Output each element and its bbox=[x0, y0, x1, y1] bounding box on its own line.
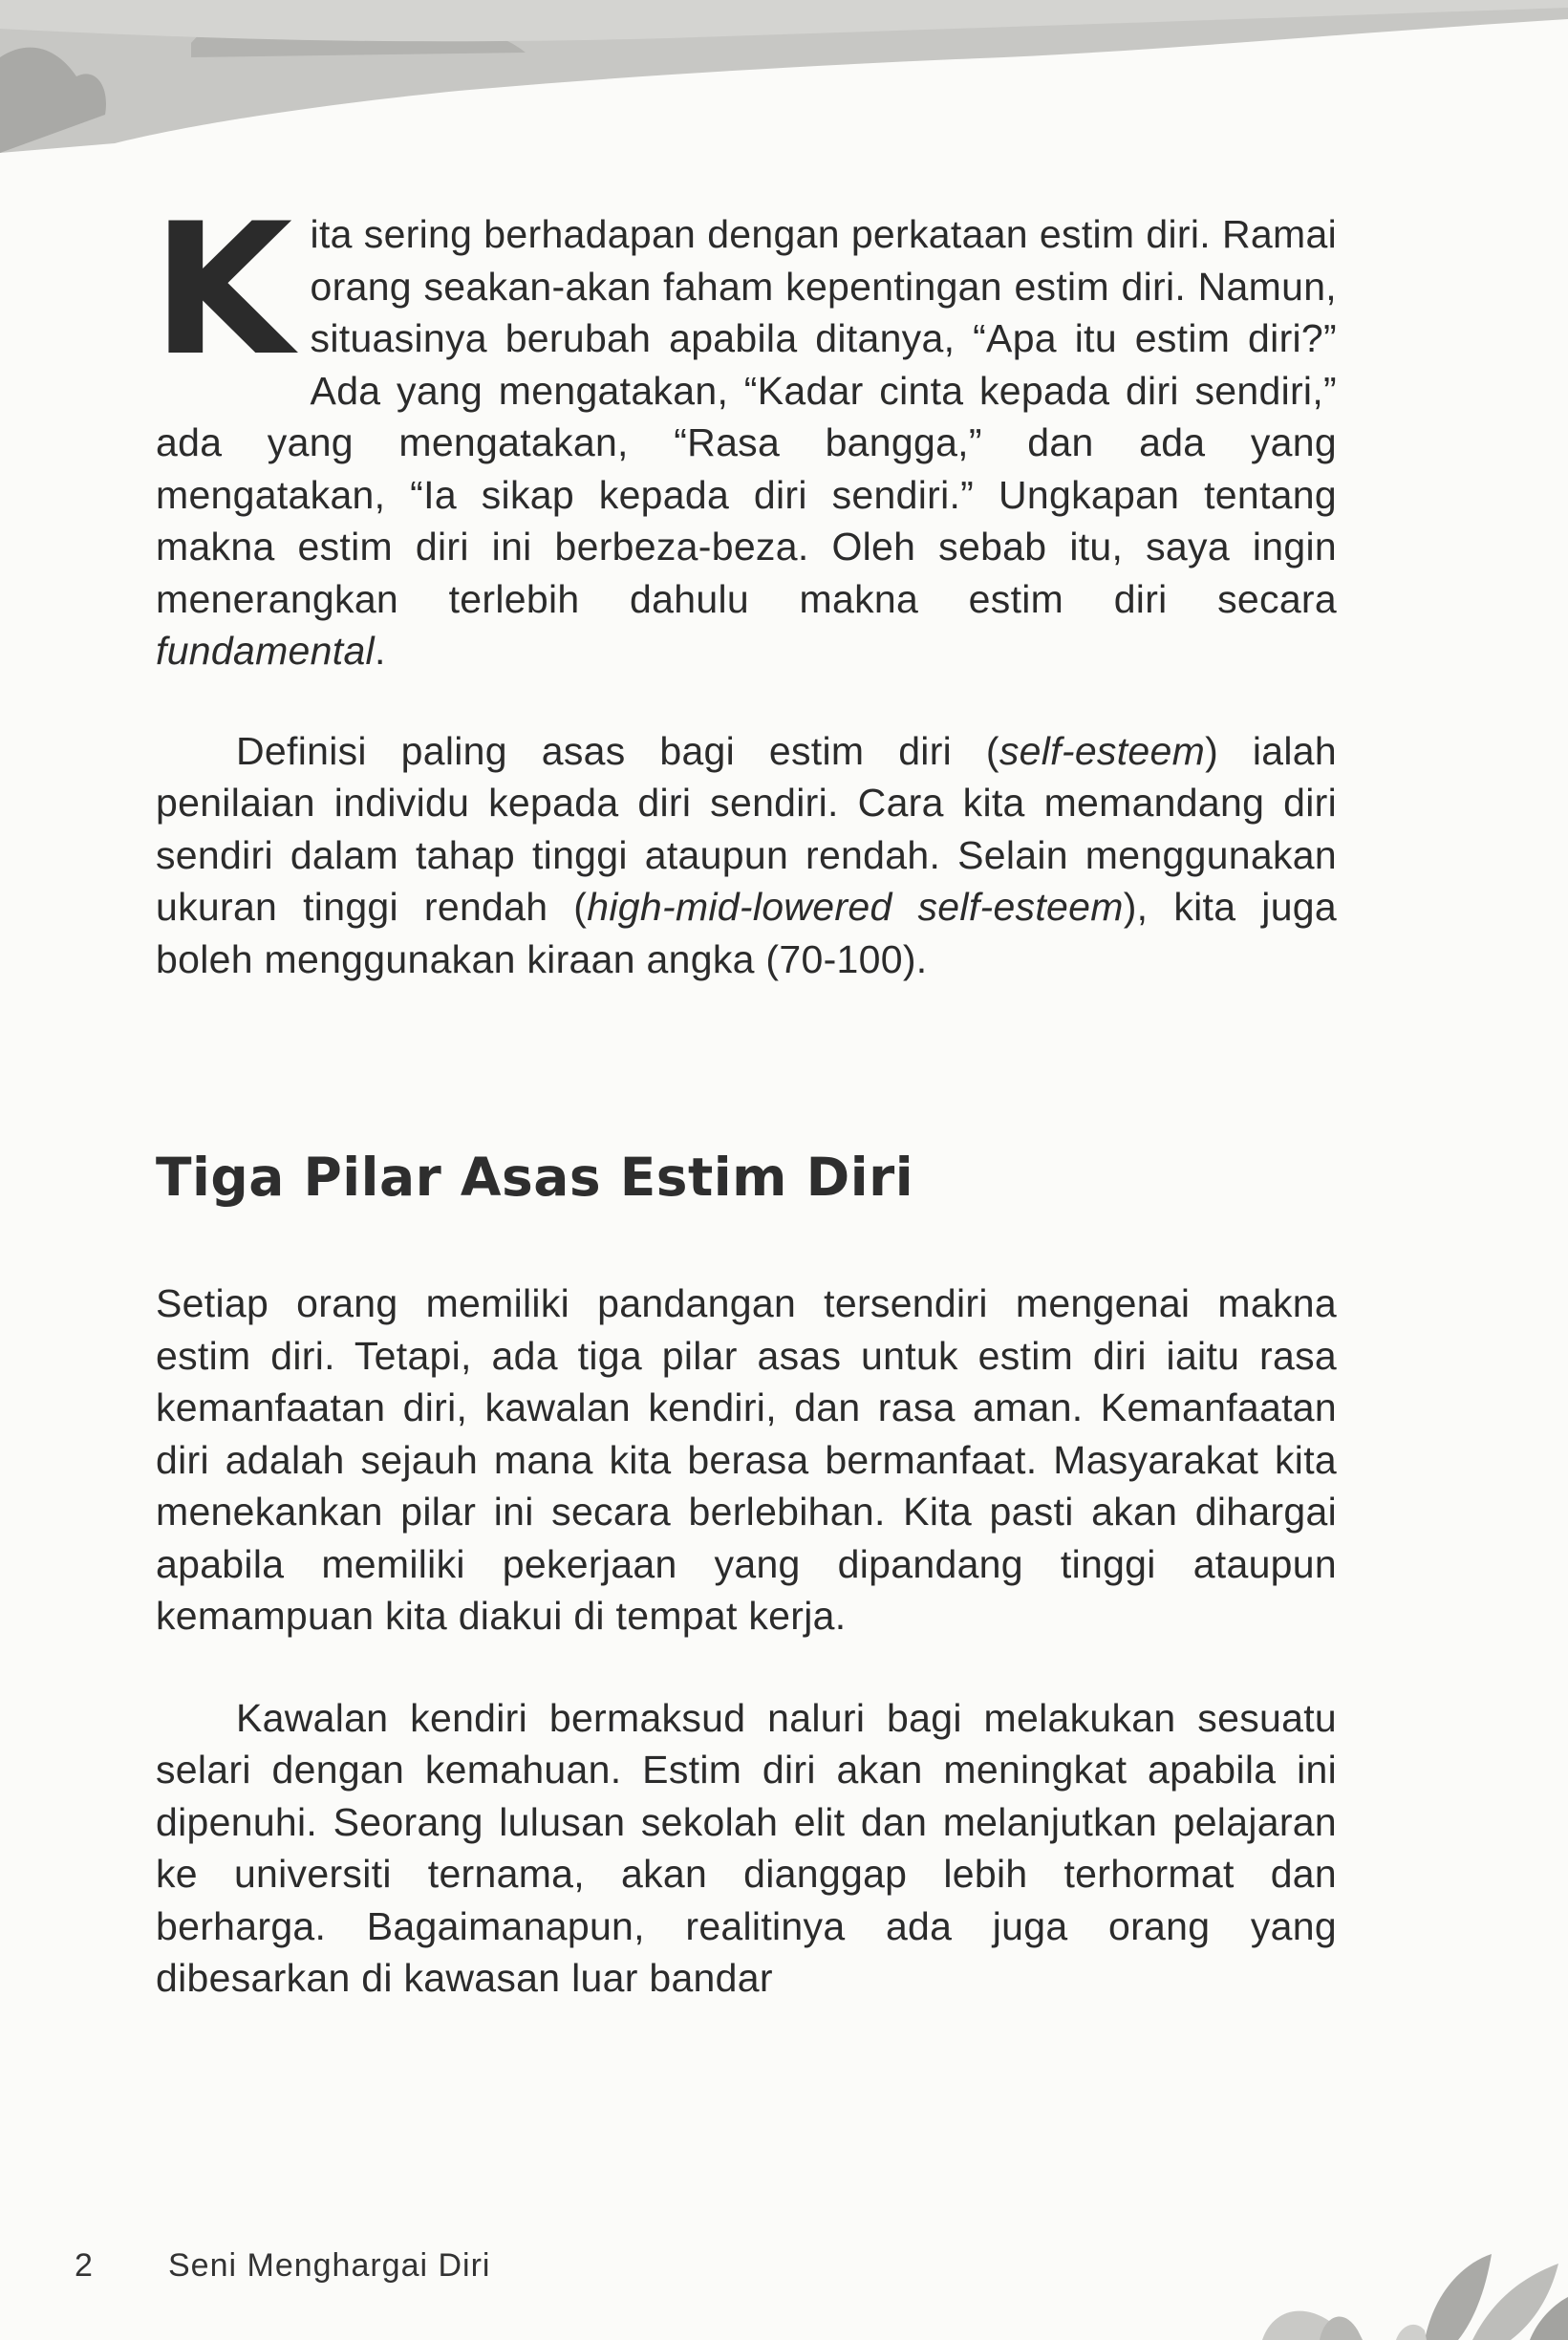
definition-part-a: Definisi paling asas bagi estim diri ( bbox=[236, 728, 999, 773]
definition-italic-1: self-esteem bbox=[999, 728, 1206, 773]
paragraph-intro bbox=[152, 184, 1337, 677]
intro-text: ita sering berhadapan dengan perkataan estim diri. Ramai orang seakan-akan faham kepentingan estim diri. Namun, situasinya berubah apabila ditanya, “Apa itu estim diri?” Ada yang mengatakan, “Kadar cinta kepada diri sendiri,” ada yang mengatakan, “Rasa bangga,” dan ada yang mengatakan, “Ia sikap kepada diri sendiri.” Ungkapan tentang makna estim diri ini berbeza-beza. Oleh sebab itu, saya ingin menerangkan terlebih dahulu makna estim diri secara bbox=[156, 212, 1337, 621]
definition-part-b: ) ialah penilaian individu kepada diri sendiri. Cara kita memandang diri sendiri dalam tahap tinggi ataupun rendah. Selain menggunakan ukuran tinggi rendah ( bbox=[156, 728, 1337, 929]
drop-cap: K bbox=[152, 184, 293, 396]
page-number: 2 bbox=[75, 2247, 94, 2284]
top-landscape-decoration bbox=[0, 0, 1568, 162]
intro-end: . bbox=[374, 629, 386, 673]
page-footer bbox=[75, 2247, 491, 2285]
paragraph-definition bbox=[156, 725, 1337, 986]
definition-italic-2: high-mid-lowered self-esteem bbox=[587, 885, 1124, 929]
bottom-plant-decoration bbox=[1253, 2225, 1568, 2340]
paragraph-self-control: Kawalan kendiri bermaksud naluri bagi melakukan sesuatu selari dengan kemahuan. Estim diri akan meningkat apabila ini dipenuhi. Seorang lulusan sekolah elit dan melanjutkan pelajaran ke universiti ternama, akan dianggap lebih terhormat dan berharga. Bagaimanapun, realitinya ada juga orang yang dibesarkan di kawasan luar bandar bbox=[156, 1695, 1337, 2000]
intro-italic-term: fundamental bbox=[156, 629, 375, 673]
section-heading: Tiga Pilar Asas Estim Diri bbox=[156, 1147, 914, 1208]
definition-part-c: ), kita juga boleh menggunakan kiraan angka (70-100). bbox=[156, 885, 1337, 981]
book-title: Seni Menghargai Diri bbox=[168, 2247, 491, 2284]
paragraph-pillars: Setiap orang memiliki pandangan tersendiri mengenai makna estim diri. Tetapi, ada tiga pilar asas untuk estim diri iaitu rasa kemanfaatan diri, kawalan kendiri, dan rasa aman. Kemanfaatan diri adalah sejauh mana kita berasa bermanfaat. Masyarakat kita menekankan pilar ini secara berlebihan. Kita pasti akan dihargai apabila memiliki pekerjaan yang dipandang tinggi ataupun kemampuan kita diakui di tempat kerja. bbox=[156, 1281, 1337, 1638]
page-content bbox=[152, 184, 1337, 2005]
